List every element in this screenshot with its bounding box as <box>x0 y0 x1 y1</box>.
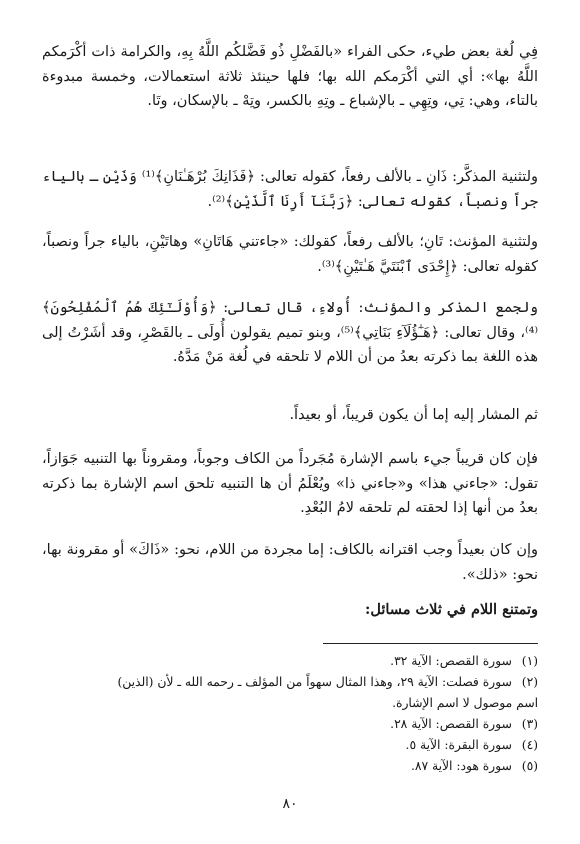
footnote-number: (٣) <box>521 717 538 731</box>
paragraph-demonstratives-tay: فِي لُغة بعض طيء، حكى الفراء «بالفَضْلِ ذُو فَضَّلكُم اللَّهُ بِهِ، والكرامة ذات أكْرَمكم اللَّهُ بها»: أي التي أكْرَمكم الله بها؛ فلها حينئذ ثلاثة استعمالات، وخمسة مبدوءة بالتاء، وهي: تِي، وتِهِي ـ بالإشباع ـ وتِهِ بالكسر، وتِهْ ـ بالإسكان، وتَا. <box>42 44 538 109</box>
footnote-number: (٤) <box>521 738 538 752</box>
footnote-3 <box>42 714 538 734</box>
footnote-text: سورة البقرة: الآية ٥. <box>405 738 512 752</box>
footnote-text: سورة فصلت: الآية ٢٩، وهذا المثال سهواً من المؤلف ـ رحمه الله ـ لأن (الذين) <box>117 675 512 689</box>
footnote-number: (٢) <box>521 675 538 689</box>
paragraph-plural: ولجمع المذكر والمؤنث: أُولاءِ، قال تعالى: ﴿وَأُوْلَـٰٓئِكَ هُمُ ٱلْمُفْلِحُونَ﴾⁽⁴⁾، وقال تعالى: ﴿هَـٰٓؤُلَآءِ بَنَاتِي﴾⁽⁵⁾، وبنو تميم يقولون أُولَى ـ بالقَصْرِ، وقد أشَرْتُ إلى هذه اللغة بما ذكرته بعدُ من أن اللام لا تلحقه في لُغة مَنْ مَدَّهُ. <box>42 300 538 365</box>
footnote-number: (٥) <box>521 759 538 773</box>
paragraph-near-far: ثم المشار إليه إما أن يكون قريباً، أو بعيداً. <box>289 407 538 423</box>
paragraph-near: فإن كان قريباً جيء باسم الإشارة مُجَرداً من الكاف وجوباً، ومقروناً بها التنبيه جَوَازاً، تقول: «جاءني هذا» و«جاءني ذا» ويُعْلَمُ أن ها التنبيه تلحق اسم الإشارة بما ذكرته بعدُ من أنها إذا لحقته لم تلحقه لامُ البُعْدِ. <box>42 451 538 516</box>
page-number: ٨٠ <box>282 796 298 812</box>
paragraph-dual-feminine: ولتثنية المؤنث: تَانِ؛ بالألف رفعاً، كقولك: «جاءتني هَاتَانِ» وهاتَيْنِ، بالياء جراً ونصباً، كقوله تعالى: ﴿إِحْدَى ٱبْنَتَيَّ هَـٰتَيْنِ﴾⁽³⁾. <box>42 234 538 275</box>
footnote-4 <box>42 735 538 755</box>
paragraph-dual-masculine: ولتثنية المذكَّر: ذَانِ ـ بالألف رفعاً، كقوله تعالى: ﴿فَذَانِكَ بُرْهَـٰنَانِ﴾⁽¹⁾ وَذَيْنِ ـ بالياء جراً ونصباً، كقوله تعالى: ﴿رَبَّنَآ أَرِنَا ٱلَّذَيْنِ﴾⁽²⁾. <box>42 169 538 210</box>
footnote-divider <box>323 643 538 644</box>
paragraph-far: وإن كان بعيداً وجب اقترانه بالكاف: إما مجردة من اللام، نحو: «ذَاكَ» أو مقرونة بها، نحو: «ذلك». <box>42 542 538 583</box>
footnote-2 <box>42 672 538 692</box>
footnote-1 <box>42 651 538 671</box>
paragraph-lam-cases: وتمتنع اللام في ثلاث مسائل: <box>364 601 538 618</box>
footnote-text: سورة القصص: الآية ٣٢. <box>390 654 512 668</box>
footnote-text: سورة القصص: الآية ٢٨. <box>390 717 512 731</box>
footnote-5 <box>42 756 538 776</box>
footnote-2-continuation: اسم موصول لا اسم الإشارة. <box>392 696 538 710</box>
footnote-number: (١) <box>521 654 538 668</box>
footnote-text: سورة هود: الآية ٨٧. <box>410 759 512 773</box>
